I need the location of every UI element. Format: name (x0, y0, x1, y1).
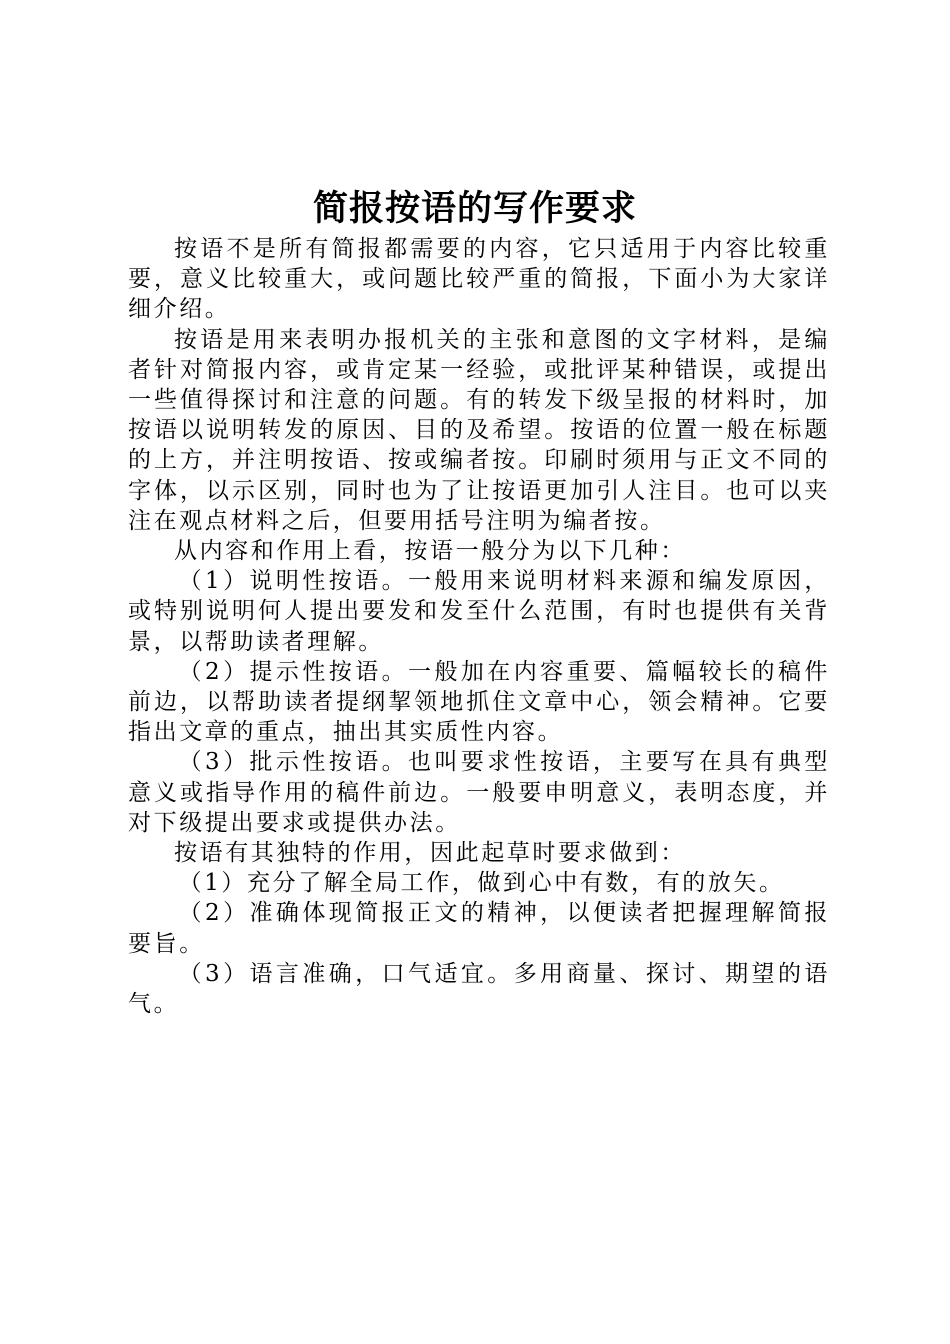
paragraph-types-lead: 从内容和作用上看，按语一般分为以下几种： (174, 538, 686, 565)
paragraph-requirement-3: （3）语言准确，口气适宜。多用商量、探讨、期望的语气。 (128, 960, 830, 1018)
document-body (128, 234, 830, 1019)
paragraph-requirement-1: （1）充分了解全局工作，做到心中有数，有的放矢。 (178, 870, 785, 897)
paragraph-intro: 按语不是所有简报都需要的内容，它只适用于内容比较重要，意义比较重大，或问题比较严重的简报，下面小为大家详细介绍。 (128, 236, 830, 323)
paragraph-type-directive: （3）批示性按语。也叫要求性按语，主要写在具有典型意义或指导作用的稿件前边。一般要申明意义，表明态度，并对下级提出要求或提供办法。 (128, 749, 830, 836)
paragraph-type-prompting: （2）提示性按语。一般加在内容重要、篇幅较长的稿件前边，以帮助读者提纲挈领地抓住文章中心，领会精神。它要指出文章的重点，抽出其实质性内容。 (128, 658, 830, 746)
paragraph-definition: 按语是用来表明办报机关的主张和意图的文字材料，是编者针对简报内容，或肯定某一经验，或批评某种错误，或提出一些值得探讨和注意的问题。有的转发下级呈报的材料时，加按语以说明转发的原因、目的及希望。按语的位置一般在标题的上方，并注明按语、按或编者按。印刷时须用与正文不同的字体，以示区别，同时也为了让按语更加引人注目。也可以夹注在观点材料之后，但要用括号注明为编者按。 (128, 326, 830, 534)
paragraph-type-explanatory: （1）说明性按语。一般用来说明材料来源和编发原因，或特别说明何人提出要发和发至什么范围，有时也提供有关背景，以帮助读者理解。 (128, 568, 830, 655)
document-title: 简报按语的写作要求 (312, 188, 637, 229)
paragraph-requirement-2: （2）准确体现简报正文的精神，以便读者把握理解简报要旨。 (128, 900, 830, 957)
paragraph-requirements-lead: 按语有其独特的作用，因此起草时要求做到： (174, 840, 686, 867)
